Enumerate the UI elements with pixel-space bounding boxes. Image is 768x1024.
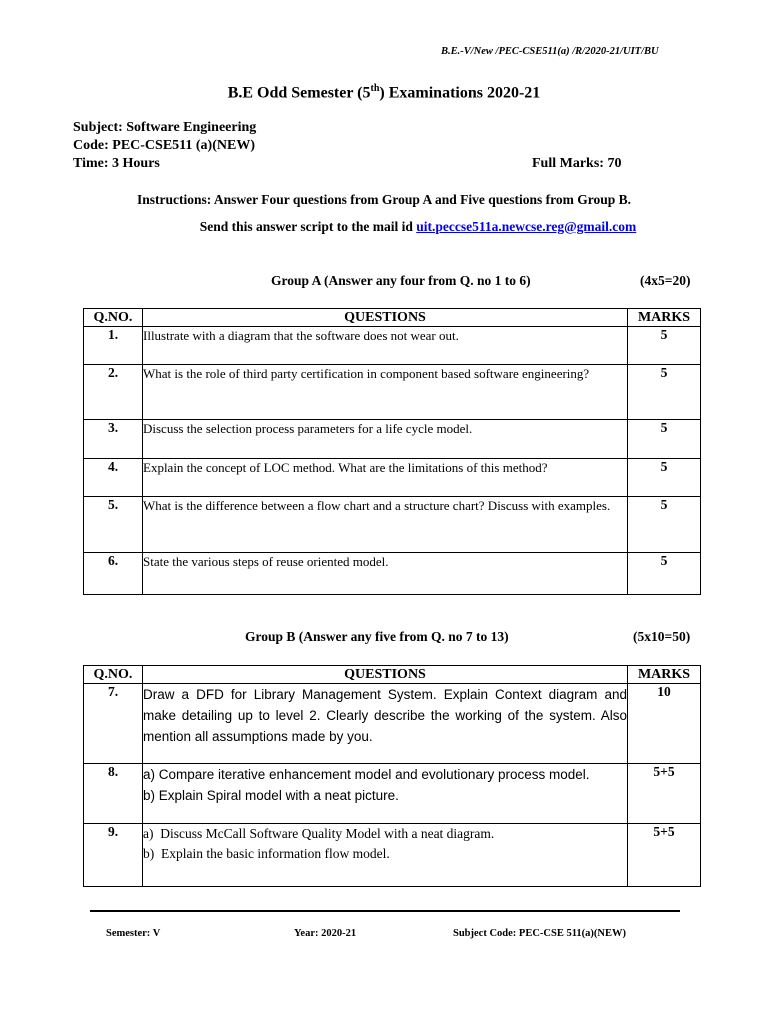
subject-line: Subject: Software Engineering xyxy=(73,120,257,135)
group-b-table xyxy=(83,665,701,887)
question-marks: 10 xyxy=(628,684,701,764)
instructions-emphasis: Four xyxy=(261,192,290,207)
question-part-b: b) Explain Spiral model with a neat picture. xyxy=(143,788,399,803)
question-marks: 5+5 xyxy=(628,764,701,824)
table-row xyxy=(84,365,701,420)
question-part-a: a) Compare iterative enhancement model and evolutionary process model. xyxy=(143,767,590,782)
table-row xyxy=(84,420,701,459)
question-number: 8. xyxy=(84,764,143,824)
question-marks: 5 xyxy=(628,420,701,459)
question-number: 4. xyxy=(84,459,143,497)
footer-semester: Semester: V xyxy=(106,928,161,939)
question-text: Discuss the selection process parameters for a life cycle model. xyxy=(143,420,628,459)
question-text xyxy=(143,764,628,824)
exam-title-suffix: ) Examinations 2020-21 xyxy=(379,84,541,102)
group-a-header-row xyxy=(84,309,701,327)
question-text: What is the role of third party certification in component based software engineering? xyxy=(143,365,628,420)
group-a-title: Group A (Answer any four from Q. no 1 to 6) xyxy=(271,273,531,288)
question-number: 2. xyxy=(84,365,143,420)
code-line: Code: PEC-CSE511 (a)(NEW) xyxy=(73,138,255,153)
time-line: Time: 3 Hours xyxy=(73,156,160,171)
instructions-text: Instructions: Answer xyxy=(137,192,262,207)
question-part-a: a) Discuss McCall Software Quality Model with a neat diagram. xyxy=(143,826,495,841)
question-part-b: b) Explain the basic information flow model. xyxy=(143,846,390,861)
full-marks: Full Marks: 70 xyxy=(532,156,622,171)
group-b-marks: (5x10=50) xyxy=(633,629,691,644)
group-a-table xyxy=(83,308,701,595)
marks-header: MARKS xyxy=(628,666,701,684)
table-row xyxy=(84,824,701,887)
mail-instructions-text: Send this answer script to the mail id xyxy=(199,219,417,234)
question-text: What is the difference between a flow chart and a structure chart? Discuss with examples. xyxy=(143,497,628,553)
question-number: 1. xyxy=(84,327,143,365)
question-text: State the various steps of reuse oriented model. xyxy=(143,553,628,595)
table-row xyxy=(84,764,701,824)
question-marks: 5 xyxy=(628,327,701,365)
instructions-text-end: questions from Group A and Five questions from Group B. xyxy=(289,192,631,207)
question-number: 9. xyxy=(84,824,143,887)
table-row xyxy=(84,459,701,497)
qno-header: Q.NO. xyxy=(84,309,143,327)
question-text: Explain the concept of LOC method. What are the limitations of this method? xyxy=(143,459,628,497)
questions-header: QUESTIONS xyxy=(143,309,628,327)
exam-title xyxy=(0,83,768,102)
question-marks: 5 xyxy=(628,459,701,497)
group-b-header-row xyxy=(84,666,701,684)
exam-title-superscript: th xyxy=(370,83,380,94)
question-marks: 5+5 xyxy=(628,824,701,887)
questions-header: QUESTIONS xyxy=(143,666,628,684)
footer-year: Year: 2020-21 xyxy=(294,928,357,939)
question-text xyxy=(143,824,628,887)
footer-divider xyxy=(90,910,680,912)
question-number: 7. xyxy=(84,684,143,764)
marks-header: MARKS xyxy=(628,309,701,327)
table-row xyxy=(84,684,701,764)
table-row xyxy=(84,553,701,595)
mail-instructions xyxy=(34,219,768,235)
document-code: B.E.-V/New /PEC-CSE511(a) /R/2020-21/UIT/BU xyxy=(441,46,659,57)
question-number: 5. xyxy=(84,497,143,553)
exam-title-text: B.E Odd Semester (5 xyxy=(227,84,371,102)
footer-subject-code: Subject Code: PEC-CSE 511(a)(NEW) xyxy=(453,928,626,939)
question-marks: 5 xyxy=(628,553,701,595)
email-link[interactable]: uit.peccse511a.newcse.reg@gmail.com xyxy=(416,219,637,234)
group-b-title: Group B (Answer any five from Q. no 7 to 13) xyxy=(245,629,509,644)
question-number: 3. xyxy=(84,420,143,459)
group-a-marks: (4x5=20) xyxy=(640,273,691,288)
question-marks: 5 xyxy=(628,497,701,553)
question-number: 6. xyxy=(84,553,143,595)
question-marks: 5 xyxy=(628,365,701,420)
instructions xyxy=(0,192,768,208)
question-text: Illustrate with a diagram that the software does not wear out. xyxy=(143,327,628,365)
question-text: Draw a DFD for Library Management System. Explain Context diagram and make detailing up to level 2. Clearly describe the working of the system. Also mention all assumptions made by you. xyxy=(143,684,628,764)
qno-header: Q.NO. xyxy=(84,666,143,684)
table-row xyxy=(84,327,701,365)
table-row xyxy=(84,497,701,553)
